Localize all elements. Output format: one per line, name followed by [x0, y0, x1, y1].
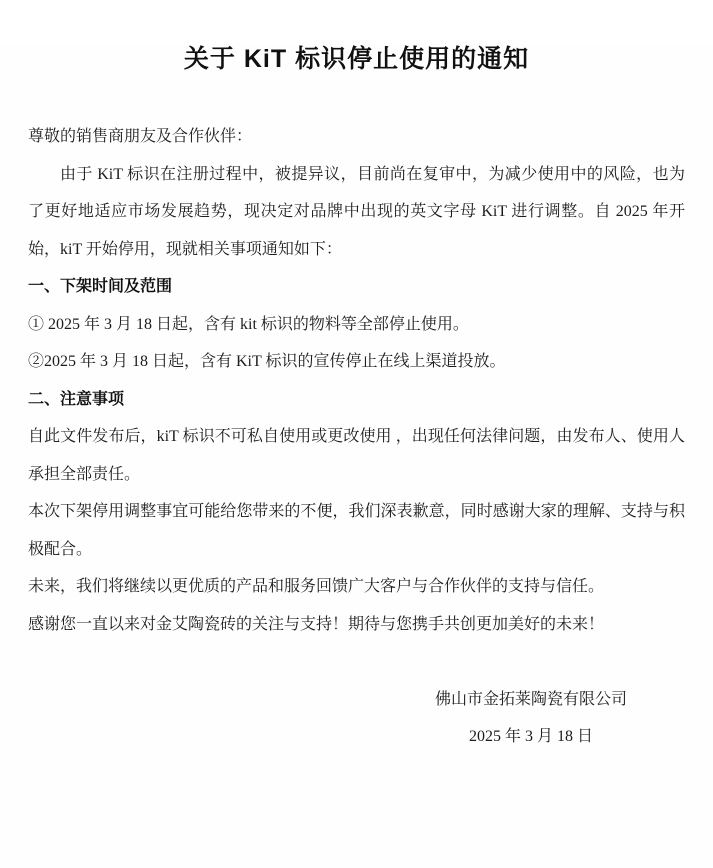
- section2-para2: 本次下架停用调整事宜可能给您带来的不便，我们深表歉意，同时感谢大家的理解、支持与积极配合。: [28, 503, 685, 558]
- document-page: [0, 44, 713, 868]
- section1-heading: 一、下架时间及范围: [28, 278, 173, 295]
- document-title: 关于 KiT 标识停止使用的通知: [183, 45, 530, 73]
- section1-item2: ②2025 年 3 月 18 日起，含有 KiT 标识的宣传停止在线上渠道投放。: [28, 353, 506, 370]
- signature-company: 佛山市金拓莱陶瓷有限公司: [434, 690, 627, 708]
- blank-line: [28, 643, 685, 681]
- document-text: [28, 118, 685, 756]
- section2-para3: 未来，我们将继续以更优质的产品和服务回馈广大客户与合作伙伴的支持与信任。: [28, 578, 605, 595]
- greeting-line: 尊敬的销售商朋友及合作伙伴：: [28, 128, 253, 145]
- signature-date: 2025 年 3 月 18 日: [468, 728, 593, 745]
- intro-paragraph: 由于 KiT 标识在注册过程中，被提异议，目前尚在复审中，为减少使用中的风险，也为了更好地适应市场发展趋势，现决定对品牌中出现的英文字母 KiT 进行调整。自 2025 年开始，kiT 开始停用，现就相关事项通知如下：: [28, 165, 685, 258]
- section2-para4: 感谢您一直以来对金艾陶瓷砖的关注与支持！期待与您携手共创更加美好的未来！: [28, 615, 605, 633]
- section2-heading: 二、注意事项: [28, 390, 125, 408]
- document-body: [0, 44, 713, 756]
- section2-para1: 自此文件发布后，kiT 标识不可私自使用或更改使用 ，出现任何法律问题，由发布人、使用人承担全部责任。: [28, 428, 685, 483]
- section1-item1: ① 2025 年 3 月 18 日起，含有 kit 标识的物料等全部停止使用。: [28, 315, 469, 333]
